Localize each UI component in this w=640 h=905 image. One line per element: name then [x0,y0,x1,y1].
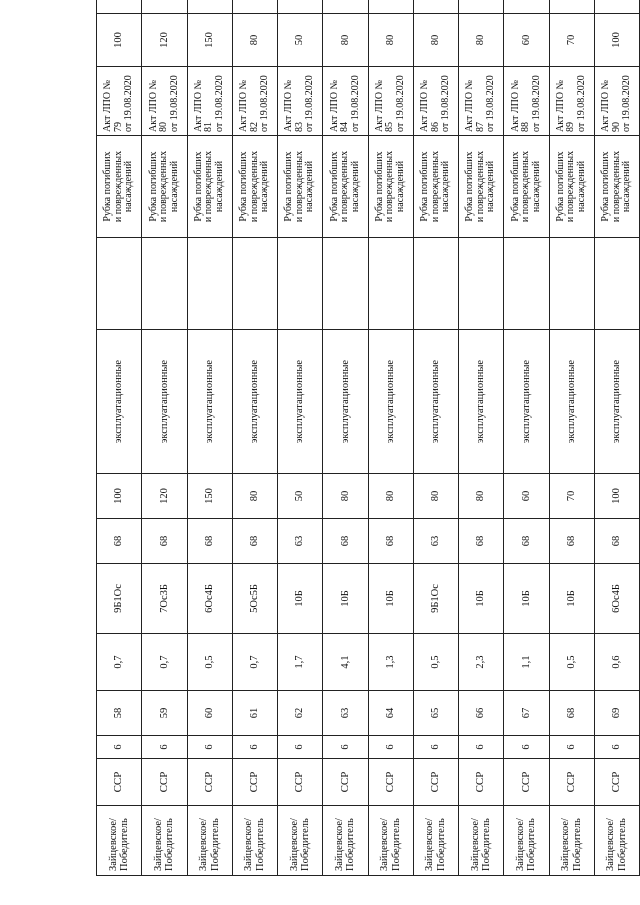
cell-quality: 80 [368,474,413,519]
cell-quality: 80 [232,474,277,519]
forest-sanitation-table [96,0,640,876]
cell-area: 1,7 [278,634,323,691]
cell-quality: 100 [97,474,142,519]
cell-empty [187,238,232,330]
cell-quarter: 6 [459,736,504,759]
cell-composition: 6Ос4Б [187,564,232,634]
cell-quarter: 6 [97,736,142,759]
cell-damage: 80 [413,14,458,67]
cell-composition: 7Ос3Б [142,564,187,634]
cell-work-type: Рубка погибших и поврежденных насаждений [97,136,142,238]
cell-forestry: Зайцевское/ Победитель [504,806,549,876]
cell-quality: 80 [459,474,504,519]
cell-work-type: Рубка погибших и поврежденных насаждений [459,136,504,238]
cell-act-number: Акт ЛПО № 80 от 19.08.2020 [142,67,187,136]
cell-forest-purpose: эксплуатационные [459,330,504,474]
cell-felling-type: ССР [368,759,413,806]
cell-forestry: Зайцевское/ Победитель [142,806,187,876]
cell-area: 2,3 [459,634,504,691]
cell-plot: 62 [278,691,323,736]
cell-forest-purpose: эксплуатационные [97,330,142,474]
cell-damage: 150 [187,14,232,67]
cell-empty [97,238,142,330]
cell-volume [97,0,142,14]
cell-work-type: Рубка погибших и поврежденных насаждений [549,136,594,238]
cell-quarter: 6 [413,736,458,759]
cell-empty [549,238,594,330]
cell-act-number: Акт ЛПО № 84 от 19.08.2020 [323,67,368,136]
cell-felling-type: ССР [459,759,504,806]
cell-composition: 5Ос5Б [232,564,277,634]
cell-volume [142,0,187,14]
cell-forestry: Зайцевское/ Победитель [459,806,504,876]
cell-composition: 10Б [459,564,504,634]
cell-area: 0,5 [413,634,458,691]
cell-damage: 50 [278,14,323,67]
cell-felling-type: ССР [142,759,187,806]
cell-volume [549,0,594,14]
cell-forest-purpose: эксплуатационные [232,330,277,474]
cell-volume [323,0,368,14]
table-row [459,0,504,876]
cell-forestry: Зайцевское/ Победитель [187,806,232,876]
cell-volume [504,0,549,14]
cell-forestry: Зайцевское/ Победитель [549,806,594,876]
cell-quarter: 6 [504,736,549,759]
cell-quarter: 6 [323,736,368,759]
cell-volume [187,0,232,14]
cell-forestry: Зайцевское/ Победитель [594,806,639,876]
cell-plot: 69 [594,691,639,736]
cell-composition: 10Б [368,564,413,634]
cell-age: 68 [594,519,639,564]
cell-act-number: Акт ЛПО № 89 от 19.08.2020 [549,67,594,136]
cell-volume [413,0,458,14]
cell-age: 63 [413,519,458,564]
cell-composition: 10Б [504,564,549,634]
cell-plot: 68 [549,691,594,736]
cell-damage: 80 [323,14,368,67]
cell-forest-purpose: эксплуатационные [278,330,323,474]
table-row [323,0,368,876]
cell-age: 68 [504,519,549,564]
cell-forest-purpose: эксплуатационные [549,330,594,474]
cell-empty [368,238,413,330]
cell-quarter: 6 [368,736,413,759]
cell-act-number: Акт ЛПО № 90 от 19.08.2020 [594,67,639,136]
cell-volume [459,0,504,14]
cell-composition: 6Ос4Б [594,564,639,634]
cell-area: 0,7 [142,634,187,691]
cell-act-number: Акт ЛПО № 83 от 19.08.2020 [278,67,323,136]
cell-work-type: Рубка погибших и поврежденных насаждений [504,136,549,238]
cell-forestry: Зайцевское/ Победитель [278,806,323,876]
cell-empty [323,238,368,330]
cell-age: 68 [97,519,142,564]
cell-forestry: Зайцевское/ Победитель [232,806,277,876]
cell-empty [232,238,277,330]
cell-forest-purpose: эксплуатационные [594,330,639,474]
cell-volume [278,0,323,14]
cell-damage: 120 [142,14,187,67]
cell-felling-type: ССР [97,759,142,806]
table-row [278,0,323,876]
cell-plot: 64 [368,691,413,736]
cell-work-type: Рубка погибших и поврежденных насаждений [232,136,277,238]
cell-plot: 59 [142,691,187,736]
cell-work-type: Рубка погибших и поврежденных насаждений [187,136,232,238]
cell-empty [504,238,549,330]
table-row [187,0,232,876]
cell-age: 68 [187,519,232,564]
cell-quality: 80 [323,474,368,519]
cell-area: 0,7 [97,634,142,691]
cell-area: 0,5 [187,634,232,691]
cell-felling-type: ССР [278,759,323,806]
table-row [97,0,142,876]
cell-felling-type: ССР [187,759,232,806]
cell-act-number: Акт ЛПО № 79 от 19.08.2020 [97,67,142,136]
cell-composition: 9Б1Ос [413,564,458,634]
cell-damage: 80 [368,14,413,67]
cell-forest-purpose: эксплуатационные [323,330,368,474]
cell-damage: 100 [97,14,142,67]
cell-quarter: 6 [142,736,187,759]
cell-quarter: 6 [232,736,277,759]
cell-work-type: Рубка погибших и поврежденных насаждений [594,136,639,238]
cell-forest-purpose: эксплуатационные [413,330,458,474]
cell-empty [413,238,458,330]
cell-plot: 61 [232,691,277,736]
cell-work-type: Рубка погибших и поврежденных насаждений [368,136,413,238]
cell-act-number: Акт ЛПО № 88 от 19.08.2020 [504,67,549,136]
cell-damage: 70 [549,14,594,67]
cell-quality: 60 [504,474,549,519]
cell-area: 0,5 [549,634,594,691]
cell-empty [142,238,187,330]
table-row [142,0,187,876]
cell-plot: 58 [97,691,142,736]
cell-age: 68 [142,519,187,564]
cell-composition: 10Б [278,564,323,634]
cell-plot: 63 [323,691,368,736]
cell-work-type: Рубка погибших и поврежденных насаждений [413,136,458,238]
cell-damage: 60 [504,14,549,67]
cell-area: 1,1 [504,634,549,691]
cell-area: 1,3 [368,634,413,691]
cell-area: 0,6 [594,634,639,691]
cell-quarter: 6 [187,736,232,759]
cell-empty [278,238,323,330]
cell-area: 0,7 [232,634,277,691]
cell-quality: 80 [413,474,458,519]
table-row [549,0,594,876]
cell-age: 68 [232,519,277,564]
cell-forestry: Зайцевское/ Победитель [368,806,413,876]
cell-quality: 70 [549,474,594,519]
table-row [413,0,458,876]
cell-act-number: Акт ЛПО № 85 от 19.08.2020 [368,67,413,136]
cell-felling-type: ССР [549,759,594,806]
cell-forestry: Зайцевское/ Победитель [97,806,142,876]
cell-act-number: Акт ЛПО № 86 от 19.08.2020 [413,67,458,136]
cell-plot: 65 [413,691,458,736]
cell-plot: 67 [504,691,549,736]
cell-damage: 80 [459,14,504,67]
cell-quality: 100 [594,474,639,519]
cell-act-number: Акт ЛПО № 87 от 19.08.2020 [459,67,504,136]
cell-volume [594,0,639,14]
cell-empty [594,238,639,330]
cell-plot: 60 [187,691,232,736]
cell-forestry: Зайцевское/ Победитель [323,806,368,876]
rotated-table-wrapper [96,34,640,876]
cell-damage: 100 [594,14,639,67]
table-row [232,0,277,876]
cell-age: 68 [323,519,368,564]
cell-forest-purpose: эксплуатационные [187,330,232,474]
cell-age: 68 [459,519,504,564]
cell-felling-type: ССР [594,759,639,806]
table-row [368,0,413,876]
cell-quality: 50 [278,474,323,519]
cell-quality: 150 [187,474,232,519]
cell-volume [368,0,413,14]
table-row [594,0,639,876]
cell-work-type: Рубка погибших и поврежденных насаждений [323,136,368,238]
cell-volume [232,0,277,14]
cell-quarter: 6 [594,736,639,759]
cell-forestry: Зайцевское/ Победитель [413,806,458,876]
cell-work-type: Рубка погибших и поврежденных насаждений [278,136,323,238]
cell-empty [459,238,504,330]
cell-felling-type: ССР [232,759,277,806]
cell-quarter: 6 [278,736,323,759]
cell-composition: 10Б [549,564,594,634]
cell-age: 68 [368,519,413,564]
cell-composition: 10Б [323,564,368,634]
cell-felling-type: ССР [413,759,458,806]
cell-quality: 120 [142,474,187,519]
cell-work-type: Рубка погибших и поврежденных насаждений [142,136,187,238]
cell-felling-type: ССР [504,759,549,806]
cell-forest-purpose: эксплуатационные [142,330,187,474]
cell-composition: 9Б1Ос [97,564,142,634]
table-row [504,0,549,876]
cell-age: 63 [278,519,323,564]
cell-act-number: Акт ЛПО № 82 от 19.08.2020 [232,67,277,136]
cell-felling-type: ССР [323,759,368,806]
cell-age: 68 [549,519,594,564]
cell-area: 4,1 [323,634,368,691]
cell-quarter: 6 [549,736,594,759]
cell-act-number: Акт ЛПО № 81 от 19.08.2020 [187,67,232,136]
cell-forest-purpose: эксплуатационные [504,330,549,474]
cell-plot: 66 [459,691,504,736]
cell-damage: 80 [232,14,277,67]
table-body [97,0,640,876]
cell-forest-purpose: эксплуатационные [368,330,413,474]
